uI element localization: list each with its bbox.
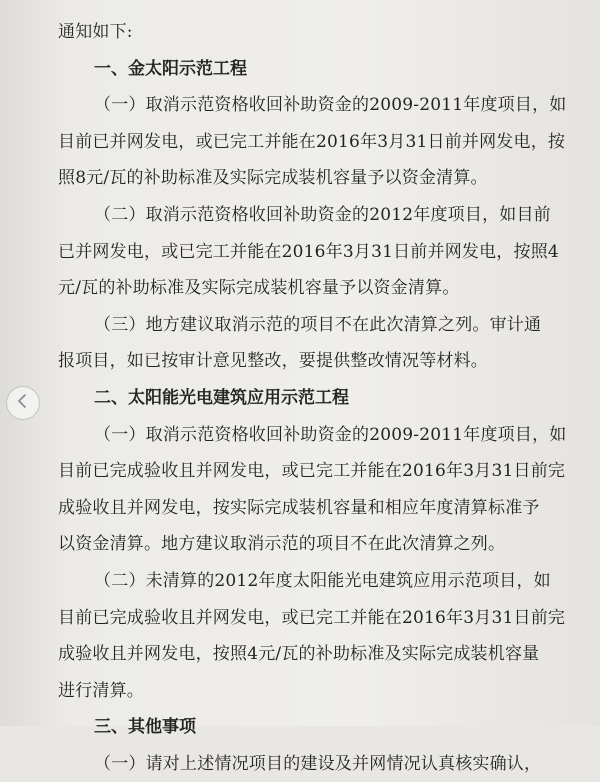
paragraph-line: 已并网发电，或已完工并能在2016年3月31日前并网发电，按照4 [58, 241, 559, 262]
back-button[interactable] [6, 386, 40, 420]
section-heading: 三、其他事项 [94, 717, 196, 738]
section-heading: 二、太阳能光电建筑应用示范工程 [94, 387, 349, 408]
paragraph-line: 元/瓦的补助标准及实际完成装机容量予以资金清算。 [58, 278, 460, 299]
paragraph-line: 通知如下: [58, 22, 133, 42]
paragraph-first-line: （一）取消示范资格收回补助资金的2009-2011年度项目，如 [94, 424, 567, 445]
paragraph-line: 以资金清算。地方建议取消示范的项目不在此次清算之列。 [58, 534, 506, 555]
paragraph-first-line: （一）请对上述情况项目的建设及并网情况认真核实确认， [94, 753, 542, 774]
paragraph-line: 目前已完成验收且并网发电，或已完工并能在2016年3月31日前完 [58, 461, 566, 482]
paragraph-line: 成验收且并网发电，按照4元/瓦的补助标准及实际完成装机容量 [58, 644, 540, 665]
document-body [58, 14, 578, 782]
paragraph-line: 成验收且并网发电，按实际完成装机容量和相应年度清算标准予 [58, 497, 540, 518]
paragraph-first-line: （二）未清算的2012年度太阳能光电建筑应用示范项目，如 [94, 570, 551, 591]
paragraph-first-line: （三）地方建议取消示范的项目不在此次清算之列。审计通 [94, 314, 542, 335]
paragraph-line: 照8元/瓦的补助标准及实际完成装机容量予以资金清算。 [58, 168, 488, 189]
section-heading: 一、金太阳示范工程 [94, 58, 247, 79]
paragraph-first-line: （一）取消示范资格收回补助资金的2009-2011年度项目，如 [94, 95, 567, 116]
paragraph-line: 进行清算。 [58, 680, 144, 701]
chevron-left-icon [15, 393, 31, 413]
paragraph-line: 目前已完成验收且并网发电，或已完工并能在2016年3月31日前完 [58, 607, 566, 628]
paragraph-line: 报项目，如已按审计意见整改，要提供整改情况等材料。 [58, 351, 488, 372]
paragraph-line: 目前已并网发电，或已完工并能在2016年3月31日前并网发电，按 [58, 131, 566, 152]
paragraph-first-line: （二）取消示范资格收回补助资金的2012年度项目，如目前 [94, 204, 551, 225]
